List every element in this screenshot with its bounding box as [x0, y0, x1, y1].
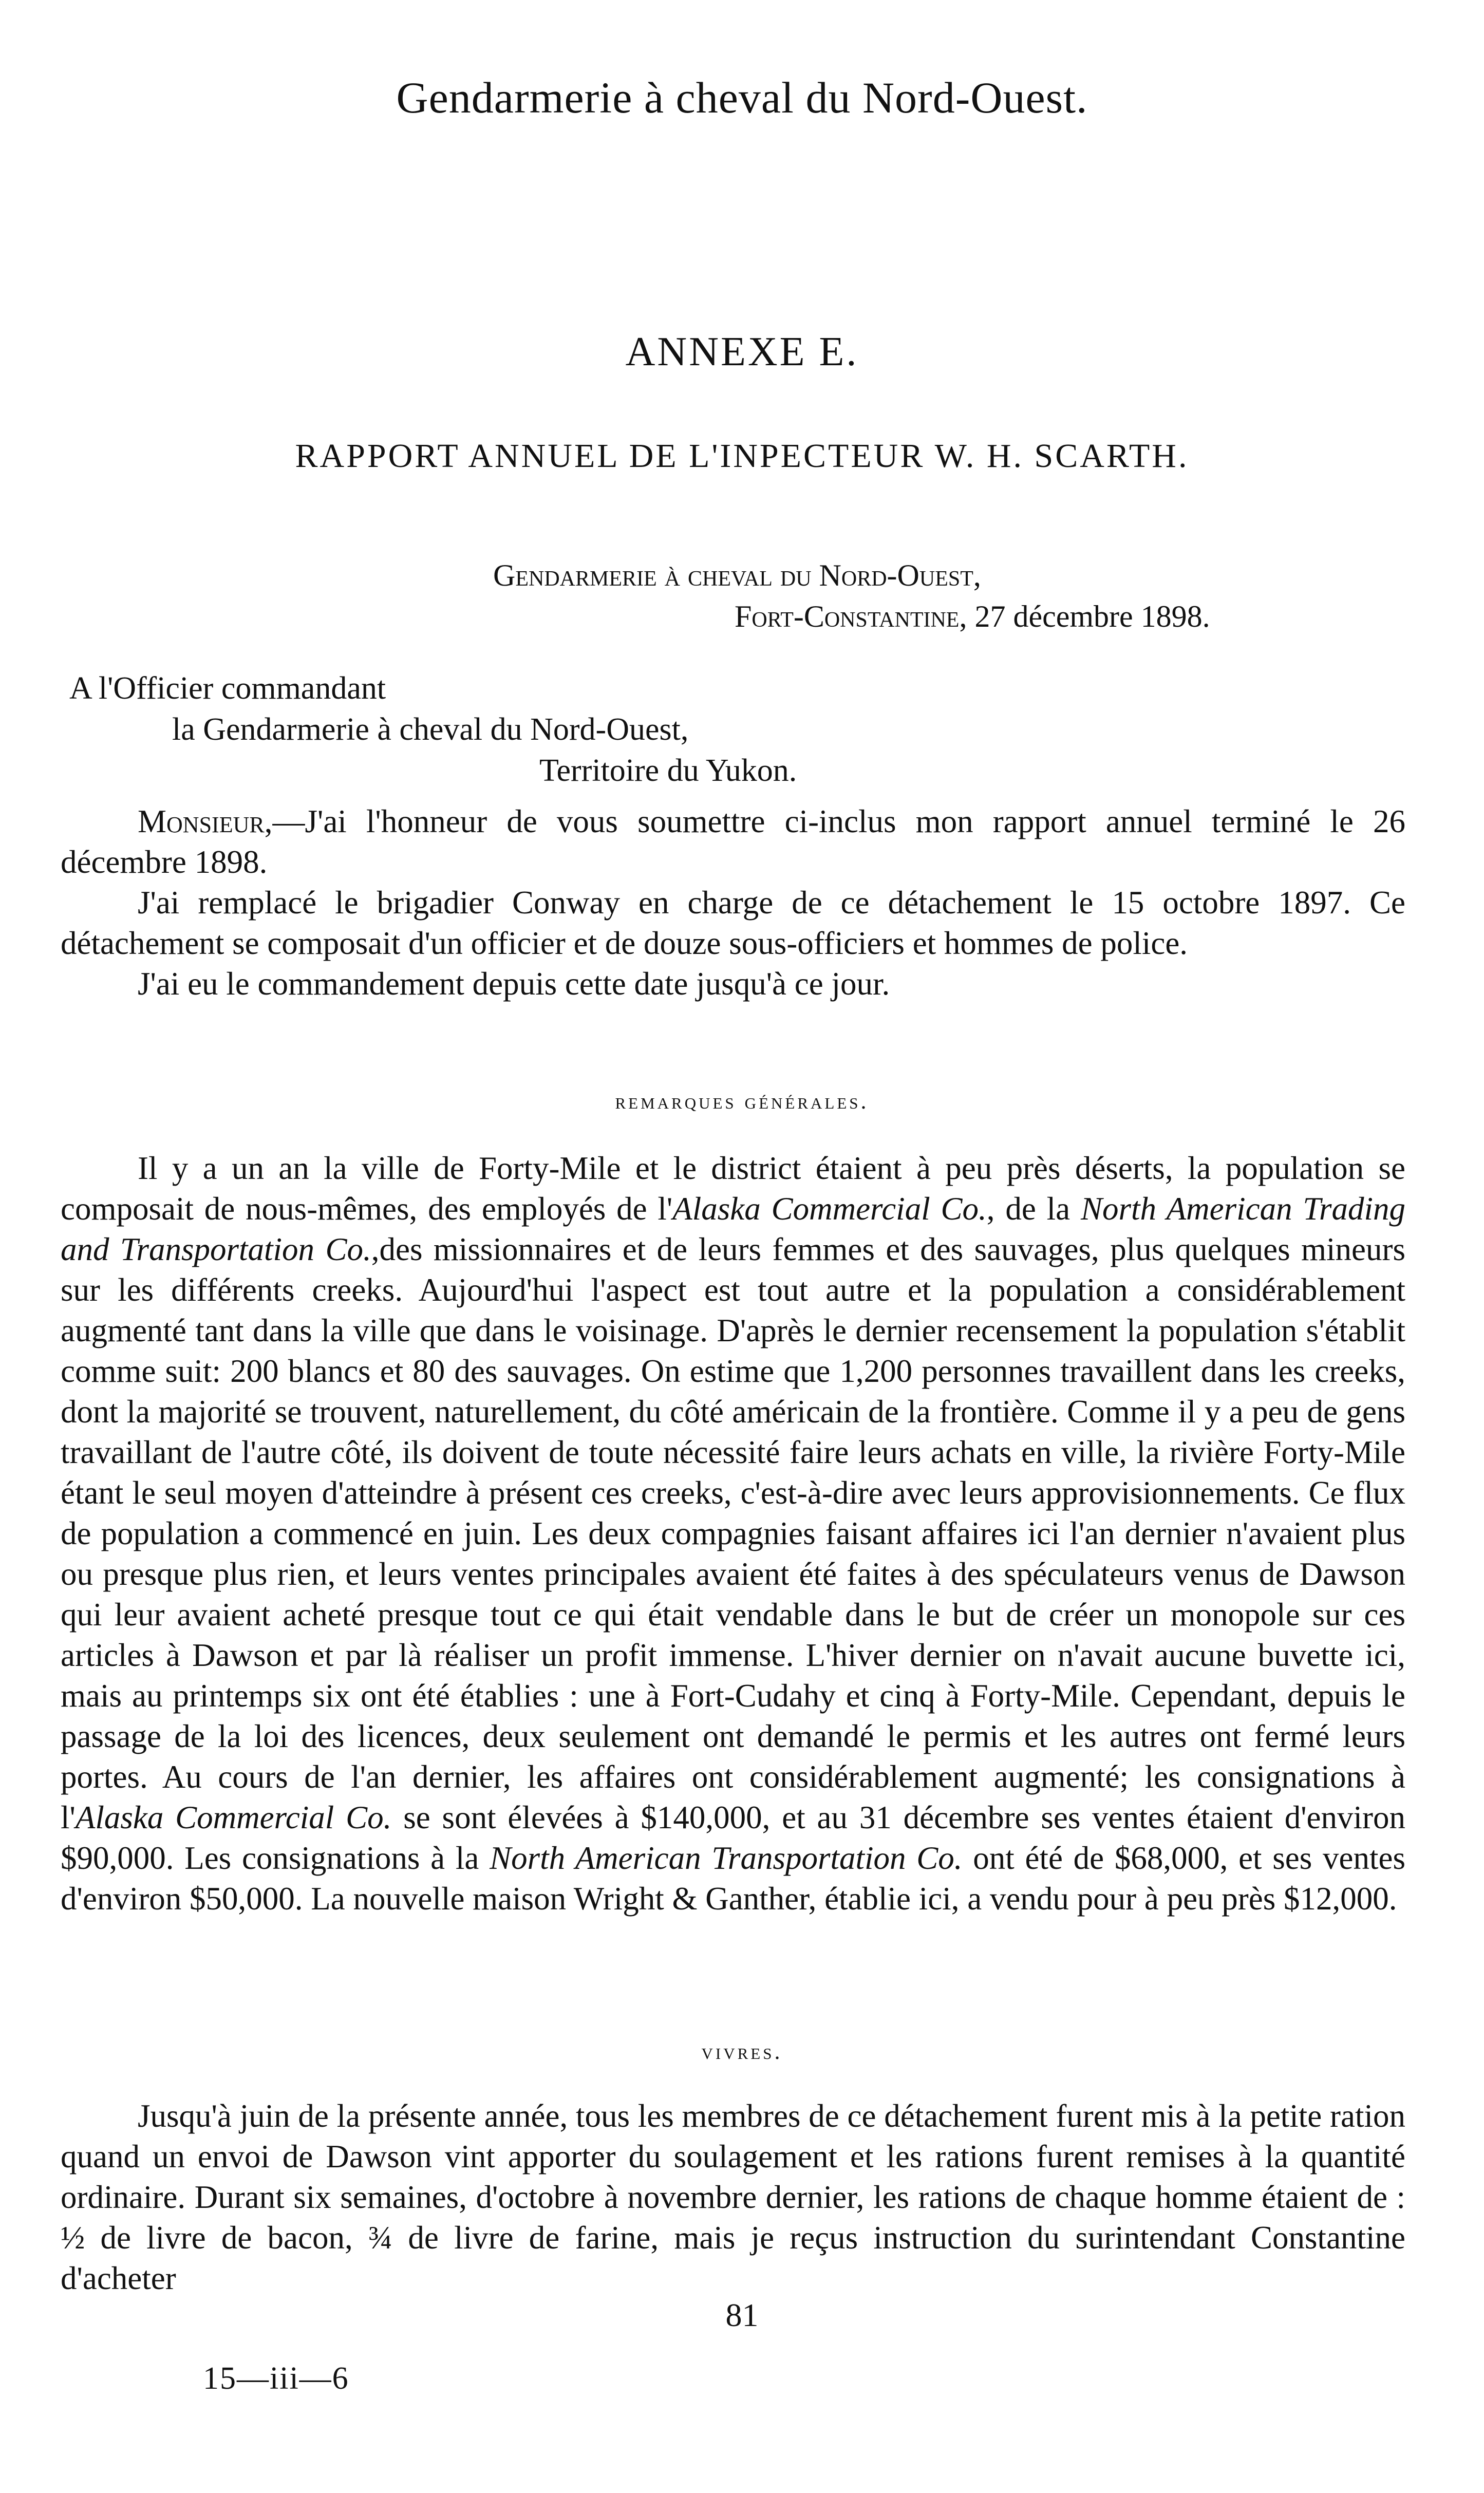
- running-head: Gendarmerie à cheval du Nord-Ouest.: [396, 73, 1088, 122]
- remarks-italic-3: Alaska Commercial Co.: [75, 1800, 392, 1835]
- intro-paragraph-2: J'ai remplacé le brigadier Conway en charge de ce détachement le 15 octobre 1897. Ce détachement se composait d'un officier et de douze sous-officiers et hommes de police.: [61, 885, 1405, 961]
- section-heading-general-remarks: remarques générales.: [615, 1089, 869, 1114]
- dateline-place: Fort-Constantine,: [735, 599, 967, 633]
- dateline-place-date: [493, 596, 1387, 637]
- remarks-text-1: Il y a un an la ville de Forty-Mile et le district étaient à peu près déserts, la population se composait de nous-mêmes, des employés de l': [61, 1150, 1405, 1227]
- remarks-italic-1: Alaska Commercial Co.: [672, 1191, 987, 1227]
- address-line-1: A l'Officier commandant: [69, 671, 386, 706]
- remarks-text-4: se sont élevées à $140,000, et au 31 décembre ses ventes étaient d'environ $90,000. Les consignations à la: [61, 1800, 1405, 1876]
- supplies-section: [61, 2096, 1405, 2299]
- page-number: 81: [725, 2297, 759, 2333]
- remarks-text-5: ont été de $68,000, et ses ventes d'environ $50,000. La nouvelle maison Wright & Ganther, établie ici, a vendu pour à peu près $12,000.: [61, 1840, 1405, 1917]
- remarks-text-2: , de la: [986, 1191, 1081, 1227]
- supplies-paragraph: Jusqu'à juin de la présente année, tous les membres de ce détachement furent mis à la petite ration quand un envoi de Dawson vint apporter du soulagement et les rations furent remises à la quantité ordinaire. Durant six semaines, d'octobre à novembre dernier, les rations de chaque homme étaient de : ½ de livre de bacon, ¾ de livre de farine, mais je reçus instruction du surintendant Constantine d'acheter: [61, 2098, 1405, 2296]
- dateline-organization: Gendarmerie à cheval du Nord-Ouest,: [493, 558, 981, 592]
- general-remarks-paragraph: [61, 1148, 1405, 1919]
- remarks-italic-4: North American Transportation Co.: [490, 1840, 963, 1876]
- remarks-italic-2: North American Trading and Transportation Co.: [61, 1191, 1405, 1267]
- intro-paragraphs: [61, 801, 1405, 1004]
- intro-p1-text: —J'ai l'honneur de vous soumettre ci-inclus mon rapport annuel terminé le 26 décembre 1898.: [61, 803, 1405, 880]
- address-line-3: Territoire du Yukon.: [539, 753, 797, 788]
- dateline: [493, 555, 1387, 637]
- annex-title: ANNEXE E.: [625, 329, 859, 374]
- intro-paragraph-1: [61, 801, 1405, 883]
- section-heading-supplies: vivres.: [701, 2039, 783, 2064]
- recipient-address: [69, 668, 1405, 791]
- intro-paragraph-3: J'ai eu le commandement depuis cette date jusqu'à ce jour.: [138, 966, 890, 1002]
- remarks-text-3: ,des missionnaires et de leurs femmes et des sauvages, plus quelques mineurs sur les différents creeks. Aujourd'hui l'aspect est tout autre et la population a considérablement augmenté tant dans la ville que dans le voisinage. D'après le dernier recensement la population s'établit comme suit: 200 blancs et 80 des sauvages. On estime que 1,200 personnes travaillent dans les creeks, dont la majorité se trouvent, naturellement, du côté américain de la frontière. Comme il y a peu de gens travaillant de l'autre côté, ils doivent de toute nécessité faire leurs achats en ville, la rivière Forty-Mile étant le seul moyen d'atteindre à présent ces creeks, c'est-à-dire avec leurs approvisionnements. Ce flux de population a commencé en juin. Les deux compagnies faisant affaires ici l'an dernier n'avaient plus ou presque plus rien, et leurs ventes principales avaient été faites à des spéculateurs venus de Dawson qui leur avaient acheté presque tout ce qui était vendable dans le but de créer un monopole sur ces articles à Dawson et par là réaliser un profit immense. L'hiver dernier on n'avait aucune buvette ici, mais au printemps six ont été établies : une à Fort-Cudahy et cinq à Forty-Mile. Cependant, depuis le passage de la loi des licences, deux seulement ont demandé le permis et les autres ont fermé leurs portes. Au cours de l'an dernier, les affaires ont considérablement augmenté; les consignations à l': [61, 1231, 1405, 1835]
- report-title: RAPPORT ANNUEL DE L'INPECTEUR W. H. SCARTH.: [295, 437, 1189, 475]
- address-line-2: la Gendarmerie à cheval du Nord-Ouest,: [172, 712, 689, 747]
- salutation: Monsieur,: [138, 803, 273, 839]
- dateline-date: 27 décembre 1898.: [974, 599, 1210, 633]
- printer-signature-mark: 15—iii—6: [203, 2361, 349, 2396]
- general-remarks-section: [61, 1148, 1405, 1919]
